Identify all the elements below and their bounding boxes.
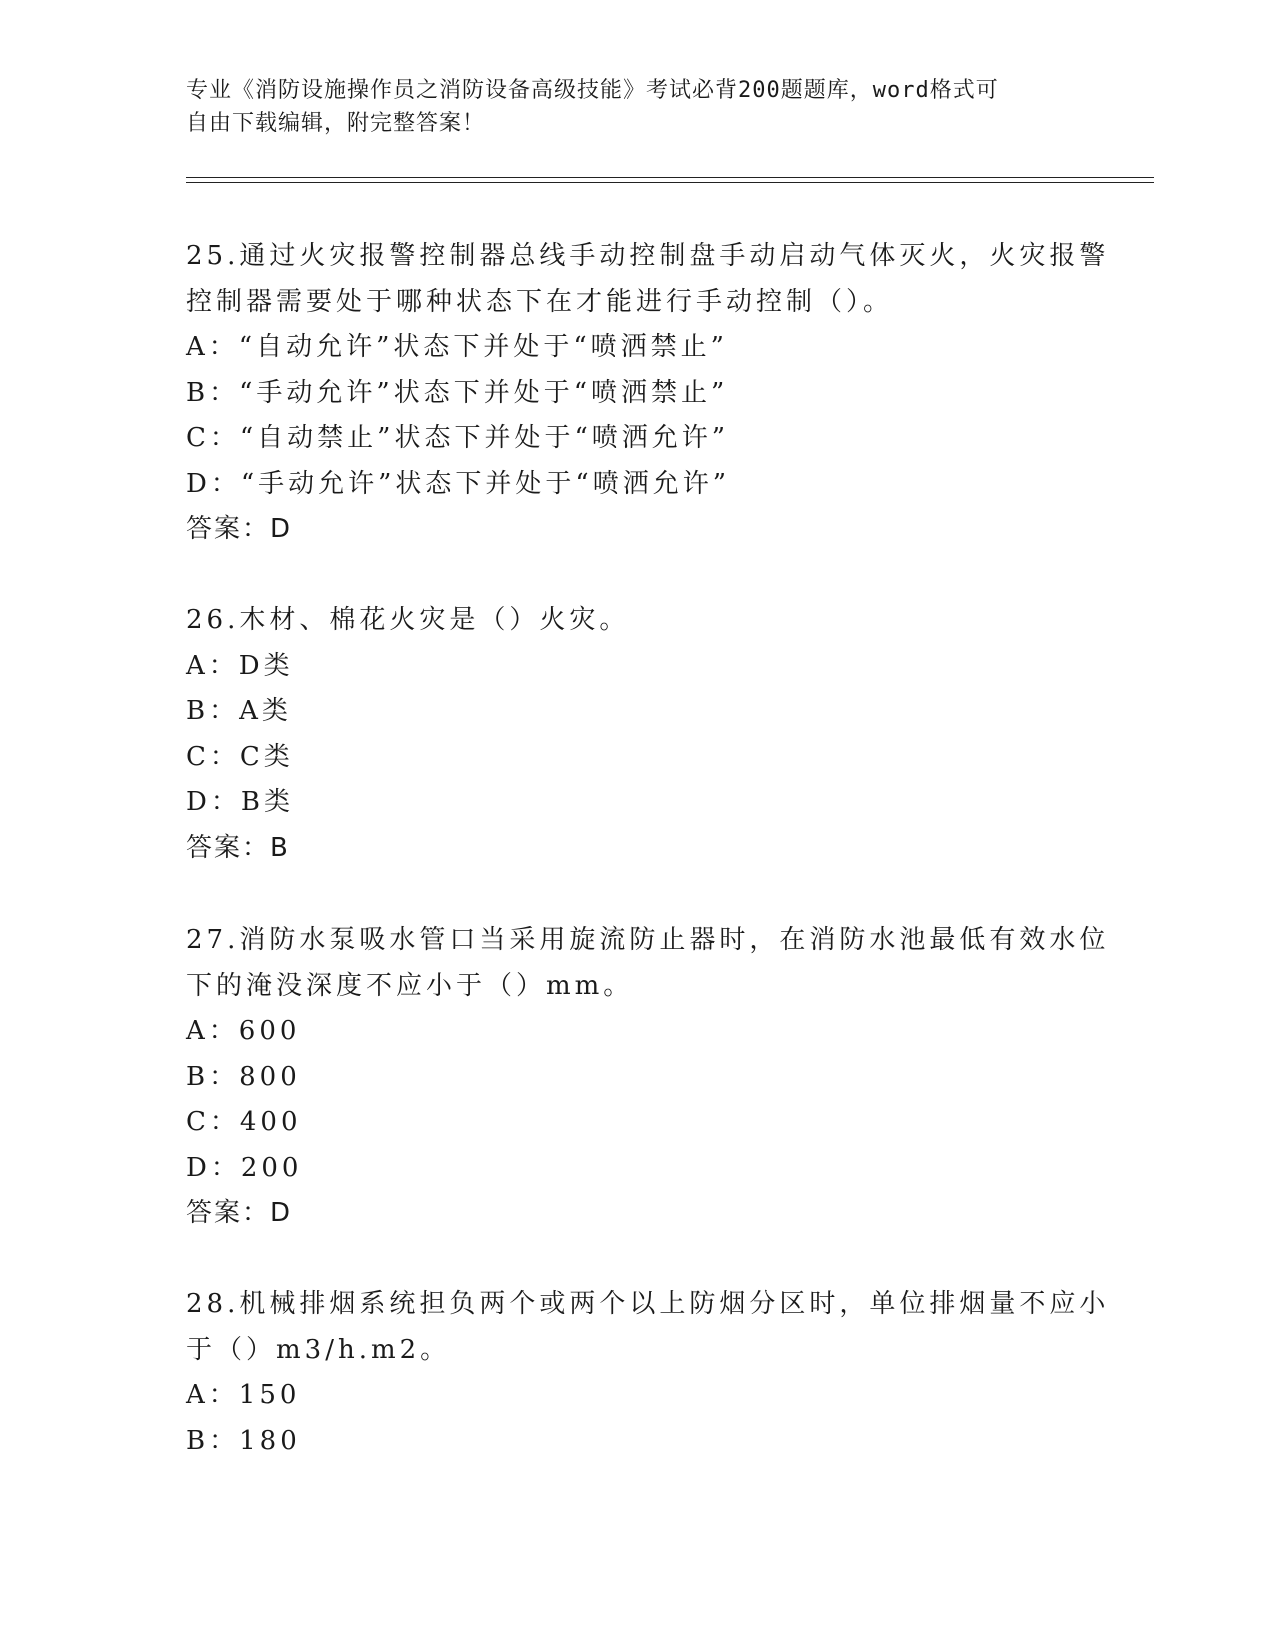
option-a: A：“自动允许”状态下并处于“喷洒禁止” <box>186 332 728 362</box>
option-d: D：“手动允许”状态下并处于“喷洒允许” <box>186 468 731 499</box>
question-stem-line: 27.消防水泵吸水管口当采用旋流防止器时，在消防水池最低有效水位 <box>186 925 1110 955</box>
header-divider-top <box>186 177 1154 178</box>
header-line-1: 专业《消防设施操作员之消防设备高级技能》考试必背200题题库，word格式可 <box>186 78 999 103</box>
option-b: B：800 <box>186 1061 301 1092</box>
option-b: B：A类 <box>186 696 292 726</box>
question-stem-line: 26.木材、棉花火灾是（）火灾。 <box>186 605 630 635</box>
option-c: C：400 <box>186 1107 302 1137</box>
option-c: C：“自动禁止”状态下并处于“喷洒允许” <box>186 423 730 453</box>
question-stem-line: 控制器需要处于哪种状态下在才能进行手动控制（）。 <box>186 286 894 317</box>
question-stem-line: 于（）m3/h.m2。 <box>186 1334 451 1365</box>
answer: 答案：D <box>186 1198 293 1228</box>
header-line-2: 自由下载编辑，附完整答案！ <box>186 111 486 136</box>
option-a: A：600 <box>186 1016 301 1046</box>
answer: 答案：D <box>186 514 293 544</box>
question-stem-line: 25.通过火灾报警控制器总线手动控制盘手动启动气体灭火，火灾报警 <box>186 241 1110 271</box>
question-stem-line: 28.机械排烟系统担负两个或两个以上防烟分区时，单位排烟量不应小 <box>186 1289 1110 1319</box>
option-b: B：180 <box>186 1425 301 1456</box>
question-26 <box>186 598 1086 871</box>
question-27 <box>186 918 1110 1237</box>
question-stem-line: 下的淹没深度不应小于（）mm。 <box>186 970 634 1001</box>
question-25 <box>186 234 1110 553</box>
option-c: C：C类 <box>186 741 294 772</box>
question-28 <box>186 1282 1110 1464</box>
option-a: A：D类 <box>186 650 294 681</box>
option-d: D：200 <box>186 1152 303 1183</box>
document-header <box>186 74 1086 140</box>
option-b: B：“手动允许”状态下并处于“喷洒禁止” <box>186 377 729 408</box>
header-divider-bottom <box>186 182 1154 183</box>
option-d: D：B类 <box>186 787 294 817</box>
option-a: A：150 <box>186 1380 301 1410</box>
answer: 答案：B <box>186 832 290 863</box>
